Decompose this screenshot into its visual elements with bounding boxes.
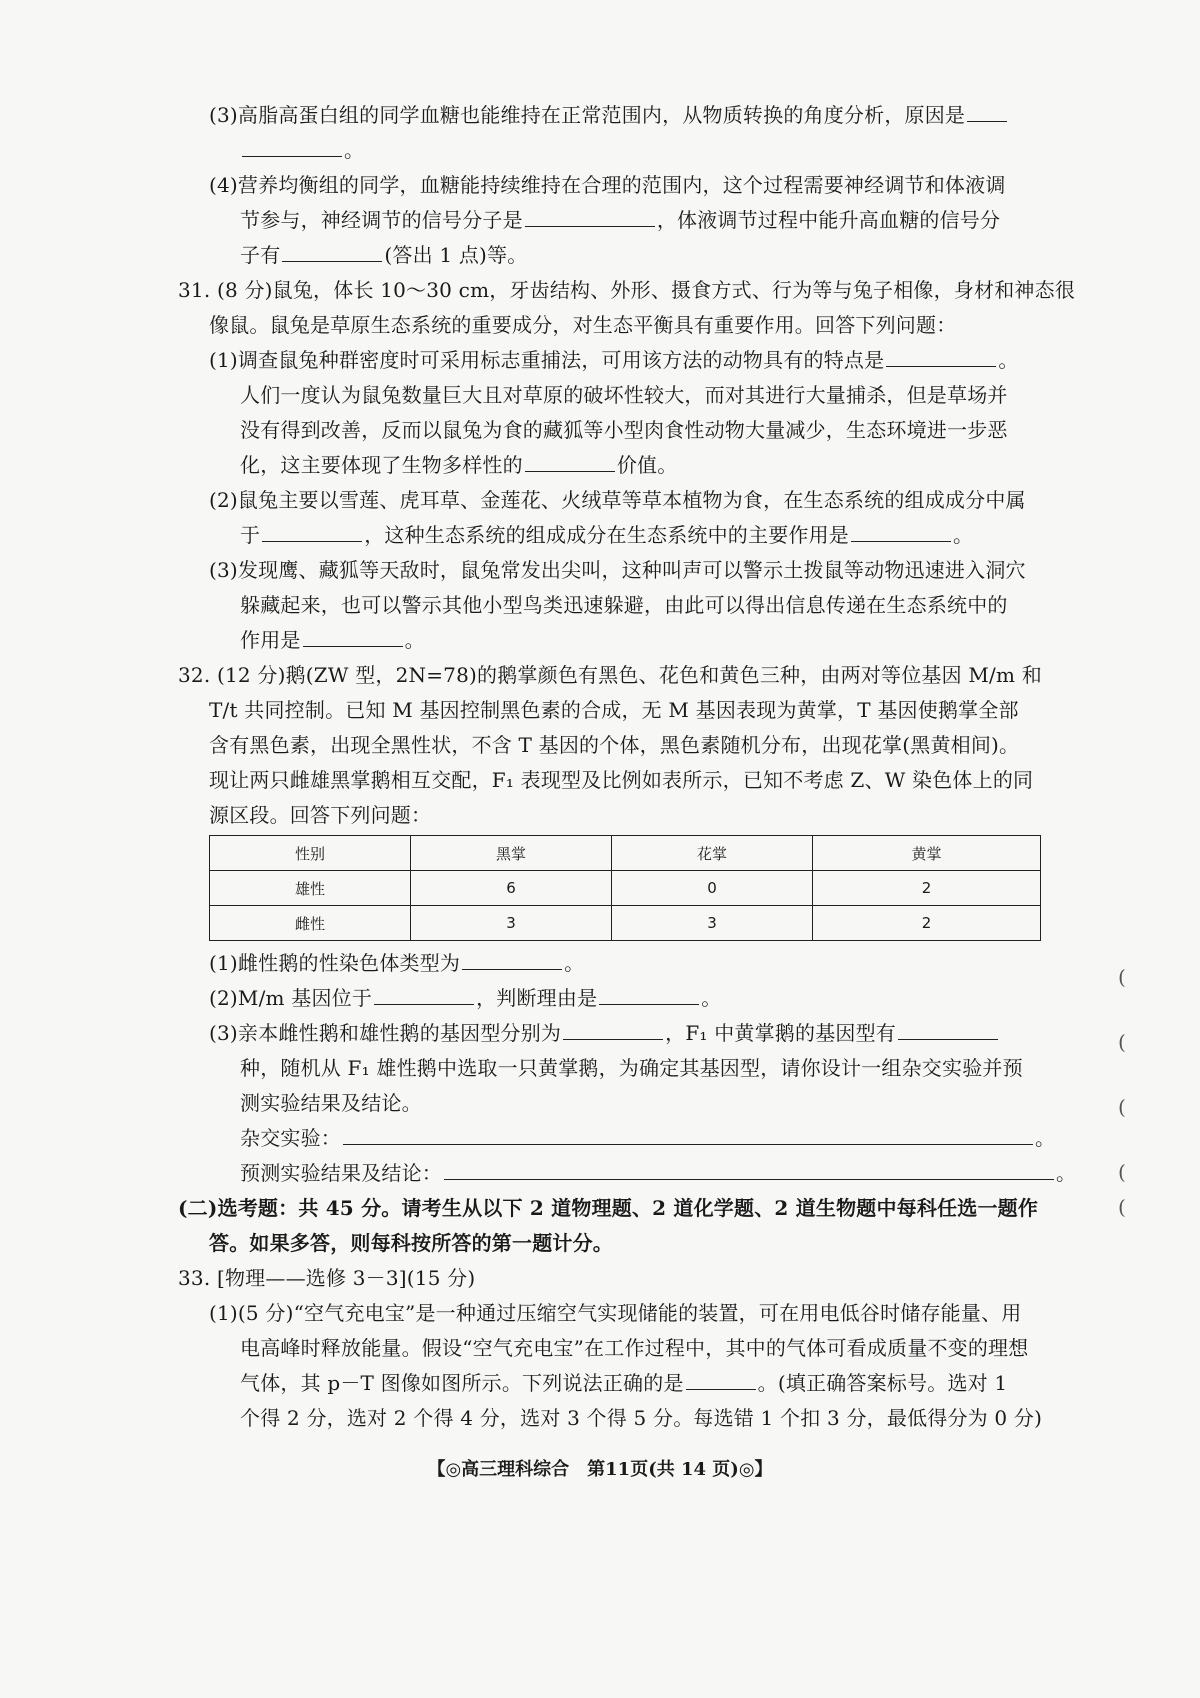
text: 33. [物理——选修 3－3](15 分) xyxy=(178,1266,476,1290)
text: (答出 1 点)等。 xyxy=(384,243,528,267)
text: 答。如果多答，则每科按所答的第一题计分。 xyxy=(209,1231,613,1255)
table-header-row xyxy=(210,836,1041,871)
text: 电高峰时释放能量。假设“空气充电宝”在工作过程中，其中的气体可看成质量不变的理想 xyxy=(240,1336,1029,1360)
page-footer: 【◎高三理科综合 第11页(共 14 页)◎】 xyxy=(427,1459,773,1480)
text: T/t 共同控制。已知 M 基因控制黑色素的合成，无 M 基因表现为黄掌，T 基因使鹅掌全部 xyxy=(209,698,1019,722)
q32-stem-line5 xyxy=(209,800,431,830)
f1-phenotype-table xyxy=(209,835,1041,941)
table-header-cell: 黄掌 xyxy=(813,836,1041,871)
margin-mark: ( xyxy=(1118,1030,1126,1054)
text: 子有 xyxy=(240,243,281,267)
q33-1-line2 xyxy=(240,1333,1028,1363)
q32-prediction xyxy=(240,1158,1076,1188)
q31-2-line2 xyxy=(240,520,973,550)
text: ，体液调节过程中能升高血糖的信号分 xyxy=(656,208,1001,232)
table-header-cell: 花掌 xyxy=(612,836,813,871)
q31-stem-line2 xyxy=(209,310,956,340)
table-cell: 0 xyxy=(612,871,813,906)
q32-stem-line3 xyxy=(209,730,1019,760)
answer-blank xyxy=(886,346,996,367)
q32-3-line2 xyxy=(240,1053,1023,1083)
answer-blank xyxy=(851,521,951,542)
q32-3-line3 xyxy=(240,1088,422,1118)
q30-4-line1 xyxy=(209,170,1006,200)
q32-stem-line1 xyxy=(178,660,1042,690)
text: (3)高脂高蛋白组的同学血糖也能维持在正常范围内，从物质转换的角度分析，原因是 xyxy=(209,103,966,127)
text: (4)营养均衡组的同学，血糖能持续维持在合理的范围内，这个过程需要神经调节和体液调 xyxy=(209,173,1006,197)
text: 32. (12 分)鹅(ZW 型，2N=78)的鹅掌颜色有黑色、花色和黄色三种，由两对等位基因 M/m 和 xyxy=(178,663,1042,687)
text: (二)选考题：共 45 分。请考生从以下 2 道物理题、2 道化学题、2 道生物题中每科任选一题作 xyxy=(178,1196,1039,1220)
q32-stem-line2 xyxy=(209,695,1019,725)
text: ，F₁ 中黄掌鹅的基因型有 xyxy=(665,1021,896,1045)
text: 现让两只雌雄黑掌鹅相互交配，F₁ 表现型及比例如表所示，已知不考虑 Z、W 染色体上的同 xyxy=(209,768,1034,792)
q31-3-line3 xyxy=(240,625,425,655)
answer-blank xyxy=(343,1124,1033,1145)
q32-2 xyxy=(209,983,721,1013)
text: 源区段。回答下列问题： xyxy=(209,803,432,827)
text: 。 xyxy=(1035,1126,1056,1150)
q30-4-line3 xyxy=(240,240,527,270)
text: 含有黑色素，出现全黑性状，不含 T 基因的个体，黑色素随机分布，出现花掌(黑黄相间)。 xyxy=(209,733,1020,757)
text: 。 xyxy=(564,951,585,975)
table-header-cell: 黑掌 xyxy=(411,836,612,871)
q33-1-line3 xyxy=(240,1368,1007,1398)
table-cell: 3 xyxy=(612,906,813,941)
text: 价值。 xyxy=(616,453,678,477)
answer-blank xyxy=(967,101,1007,122)
text: 预测实验结果及结论： xyxy=(240,1161,442,1185)
q32-cross-experiment xyxy=(240,1123,1055,1153)
text: 。 xyxy=(344,138,365,162)
answer-blank xyxy=(599,984,699,1005)
q31-1-line2 xyxy=(240,380,1008,410)
text: (2)M/m 基因位于 xyxy=(209,986,373,1010)
answer-blank xyxy=(563,1019,663,1040)
answer-blank xyxy=(462,949,562,970)
text: 气体，其 p－T 图像如图所示。下列说法正确的是 xyxy=(240,1371,684,1395)
q31-1-line1 xyxy=(209,345,1019,375)
answer-blank xyxy=(242,136,342,157)
text: 化，这主要体现了生物多样性的 xyxy=(240,453,523,477)
answer-blank xyxy=(282,241,382,262)
q33-1-line1 xyxy=(209,1298,1021,1328)
text: 。 xyxy=(953,523,974,547)
q32-1 xyxy=(209,948,584,978)
table-cell: 2 xyxy=(813,906,1041,941)
table-cell: 6 xyxy=(411,871,612,906)
margin-mark: ( xyxy=(1118,1195,1126,1219)
q33-title xyxy=(178,1263,475,1293)
q31-2-line1 xyxy=(209,485,1026,515)
text: 人们一度认为鼠兔数量巨大且对草原的破坏性较大，而对其进行大量捕杀，但是草场并 xyxy=(240,383,1008,407)
margin-mark: ( xyxy=(1118,1160,1126,1184)
text: 。(填正确答案标号。选对 1 xyxy=(757,1371,1008,1395)
q30-4-line2 xyxy=(240,205,1000,235)
text: 作用是 xyxy=(240,628,301,652)
answer-blank xyxy=(303,626,403,647)
text: 。 xyxy=(404,628,425,652)
text: 31. (8 分)鼠兔，体长 10～30 cm，牙齿结构、外形、摄食方式、行为等与兔子相像，身材和神态很 xyxy=(178,278,1076,302)
text: 。 xyxy=(701,986,722,1010)
answer-blank xyxy=(262,521,362,542)
section-2-heading-line1 xyxy=(178,1193,1038,1223)
text: 测实验结果及结论。 xyxy=(240,1091,422,1115)
text: 没有得到改善，反而以鼠兔为食的藏狐等小型肉食性动物大量减少，生态环境进一步恶 xyxy=(240,418,1008,442)
text: ，判断理由是 xyxy=(476,986,598,1010)
margin-mark: ( xyxy=(1118,1095,1126,1119)
q31-3-line1 xyxy=(209,555,1026,585)
text: 躲藏起来，也可以警示其他小型鸟类迅速躲避，由此可以得出信息传递在生态系统中的 xyxy=(240,593,1008,617)
table-cell: 雌性 xyxy=(210,906,411,941)
answer-blank xyxy=(686,1369,756,1390)
q31-3-line2 xyxy=(240,590,1008,620)
table-header-cell: 性别 xyxy=(210,836,411,871)
answer-blank xyxy=(444,1159,1054,1180)
table-row xyxy=(210,871,1041,906)
q30-3-line2 xyxy=(240,135,364,165)
answer-blank xyxy=(525,206,655,227)
text: (1)雌性鹅的性染色体类型为 xyxy=(209,951,461,975)
table-row xyxy=(210,906,1041,941)
text: (1)(5 分)“空气充电宝”是一种通过压缩空气实现储能的装置，可在用电低谷时储存能量、用 xyxy=(209,1301,1022,1325)
text: 于 xyxy=(240,523,261,547)
text: (1)调查鼠兔种群密度时可采用标志重捕法，可用该方法的动物具有的特点是 xyxy=(209,348,885,372)
table-cell: 雄性 xyxy=(210,871,411,906)
section-2-heading-line2 xyxy=(209,1228,613,1258)
text: (3)亲本雌性鹅和雄性鹅的基因型分别为 xyxy=(209,1021,562,1045)
answer-blank xyxy=(374,984,474,1005)
answer-blank xyxy=(898,1019,998,1040)
q32-3-line1 xyxy=(209,1018,1000,1048)
text: 种，随机从 F₁ 雄性鹅中选取一只黄掌鹅，为确定其基因型，请你设计一组杂交实验并预 xyxy=(240,1056,1023,1080)
answer-blank xyxy=(525,451,615,472)
q31-1-line4 xyxy=(240,450,677,480)
text: 杂交实验： xyxy=(240,1126,341,1150)
text: 。 xyxy=(1056,1161,1077,1185)
text: ，这种生态系统的组成成分在生态系统中的主要作用是 xyxy=(364,523,850,547)
text: 个得 2 分，选对 2 个得 4 分，选对 3 个得 5 分。每选错 1 个扣 3 分，最低得分为 0 分) xyxy=(240,1406,1043,1430)
q30-3-line1 xyxy=(209,100,1009,130)
text: (2)鼠兔主要以雪莲、虎耳草、金莲花、火绒草等草本植物为食，在生态系统的组成成分中属 xyxy=(209,488,1026,512)
q33-1-line4 xyxy=(240,1403,1042,1433)
margin-mark: ( xyxy=(1118,965,1126,989)
q31-stem-line1 xyxy=(178,275,1075,305)
text: 节参与，神经调节的信号分子是 xyxy=(240,208,523,232)
text: 。 xyxy=(998,348,1019,372)
q32-stem-line4 xyxy=(209,765,1033,795)
table-cell: 3 xyxy=(411,906,612,941)
q31-1-line3 xyxy=(240,415,1008,445)
text: (3)发现鹰、藏狐等天敌时，鼠兔常发出尖叫，这种叫声可以警示土拨鼠等动物迅速进入洞穴 xyxy=(209,558,1026,582)
table-cell: 2 xyxy=(813,871,1041,906)
text: 像鼠。鼠兔是草原生态系统的重要成分，对生态平衡具有重要作用。回答下列问题： xyxy=(209,313,957,337)
